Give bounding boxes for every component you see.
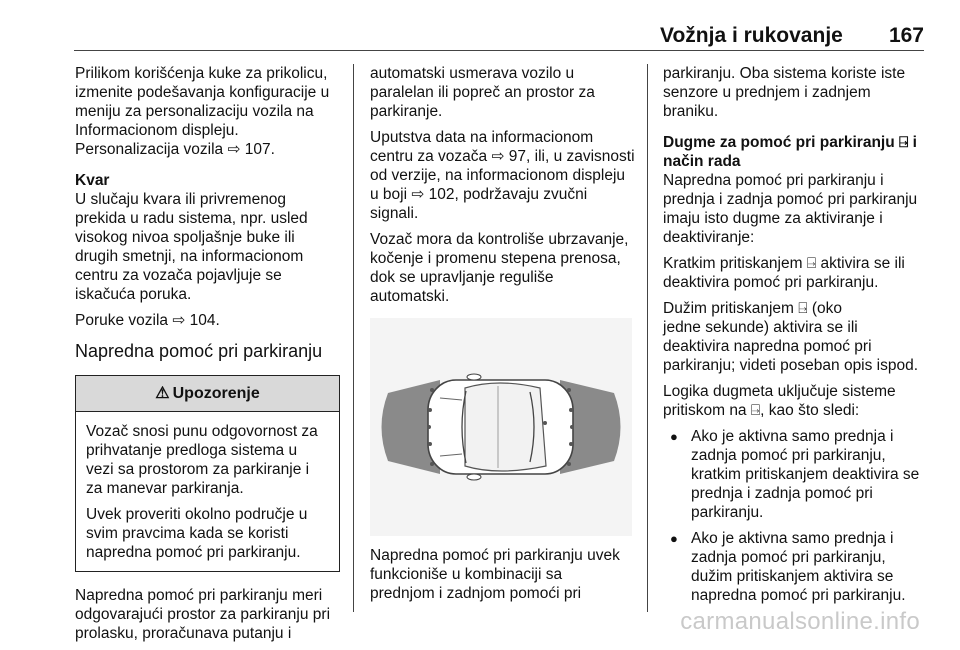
paragraph-short-press: Kratkim pritiskanjem ⍈ aktivira se ili deaktivira pomoć pri parkiranju. [663, 255, 905, 291]
paragraph-kvar: U slučaju kvara ili privremenog prekida u radu sistema, npr. usled visokog nivoa spoljašnje buke ili drugih smetnji, na informacionom centru za vozača pojavljuje se iskačuća poruka. [75, 191, 308, 303]
bullet-item: ● Ako je aktivna samo prednja i zadnja pomoć pri parkiranju, kratkim pritiskanjem deaktivira se prednja i zadnja pomoć pri parkiranju. [663, 427, 928, 522]
page-number: 167 [888, 24, 924, 47]
column-2 [370, 64, 635, 610]
warning-body [76, 412, 339, 571]
paragraph-poruke: Poruke vozila ⇨ 104. [75, 312, 220, 329]
paragraph-sensors: parkiranju. Oba sistema koriste iste senzore u prednjem i zadnjem braniku. [663, 65, 906, 120]
paragraph-measure: Napredna pomoć pri parkiranju meri odgovarajući prostor za parkiranju pri prolasku, proračunava putanju i [75, 587, 331, 642]
warning-paragraph: Vozač snosi punu odgovornost za prihvatanje predloga sistema u vezi sa prostorom za parkiranje i za manevar parkiranja. [86, 423, 318, 497]
paragraph-long-press: Dužim pritiskanjem ⍈ (oko jedne sekunde) aktivira se ili deaktivira napredna pomoć pri parkiranju; videti poseban opis ispod. [663, 300, 919, 374]
column-3 [663, 64, 928, 605]
heading-kvar: Kvar [75, 172, 110, 189]
parking-sensor-figure [370, 318, 632, 536]
header-rule [74, 50, 924, 51]
heading-button: Dugme za pomoć pri parkiranju ⍈ i način rada [663, 134, 917, 170]
warning-box [75, 375, 340, 572]
warning-title [76, 376, 339, 412]
paragraph-trailer-config: Prilikom korišćenja kuke za prikolicu, izmenite podešavanja konfiguracije u meniju za personalizaciju vozila na Informacionom displeju. Personalizacija vozila ⇨ 107. [75, 65, 330, 158]
section-heading: Napredna pomoć pri parkiranju [75, 341, 323, 361]
warning-icon: ⚠ [155, 385, 170, 402]
warning-title-text: Upozorenje [172, 385, 260, 402]
column-1 [75, 64, 340, 650]
paragraph-auto-steer: automatski usmerava vozilo u paralelan ili popreč an prostor za parkiranje. [370, 65, 595, 120]
paragraph-button-intro: Napredna pomoć pri parkiranju i prednja i zadnja pomoć pri parkiranju imaju isto dugme za aktiviranje i deaktiviranje: [663, 172, 918, 246]
figure-caption-paragraph: Napredna pomoć pri parkiranju uvek funkcioniše u kombinaciji sa prednjom i zadnjom pomoći pri [370, 547, 620, 602]
paragraph-driver-control: Vozač mora da kontroliše ubrzavanje, kočenje i promenu stepena prenosa, dok se upravljanje reguliše automatski. [370, 231, 629, 305]
page-header-title: Vožnja i rukovanje [660, 24, 843, 47]
paragraph-instructions: Uputstva data na informacionom centru za vozača ⇨ 97, ili, u zavisnosti od verzije, na informacionom displeju u boji ⇨ 102, podržavaju zvučni signali. [370, 129, 635, 222]
car-body [428, 374, 573, 480]
warning-paragraph: Uvek proveriti okolno područje u svim pravcima kada se koristi napredna pomoć pri parkiranju. [86, 506, 308, 561]
column-divider [353, 64, 354, 612]
column-divider [647, 64, 648, 612]
car-top-view-illustration [370, 318, 632, 536]
paragraph-logic: Logika dugmeta uključuje sisteme pritiskom na ⍈, kao što sledi: [663, 383, 896, 419]
bullet-item: ● Ako je aktivna samo prednja i zadnja pomoć pri parkiranju, dužim pritiskanjem aktivira se napredna pomoć pri parkiranju. [663, 529, 928, 605]
watermark: carmanualsonline.info [680, 608, 920, 635]
